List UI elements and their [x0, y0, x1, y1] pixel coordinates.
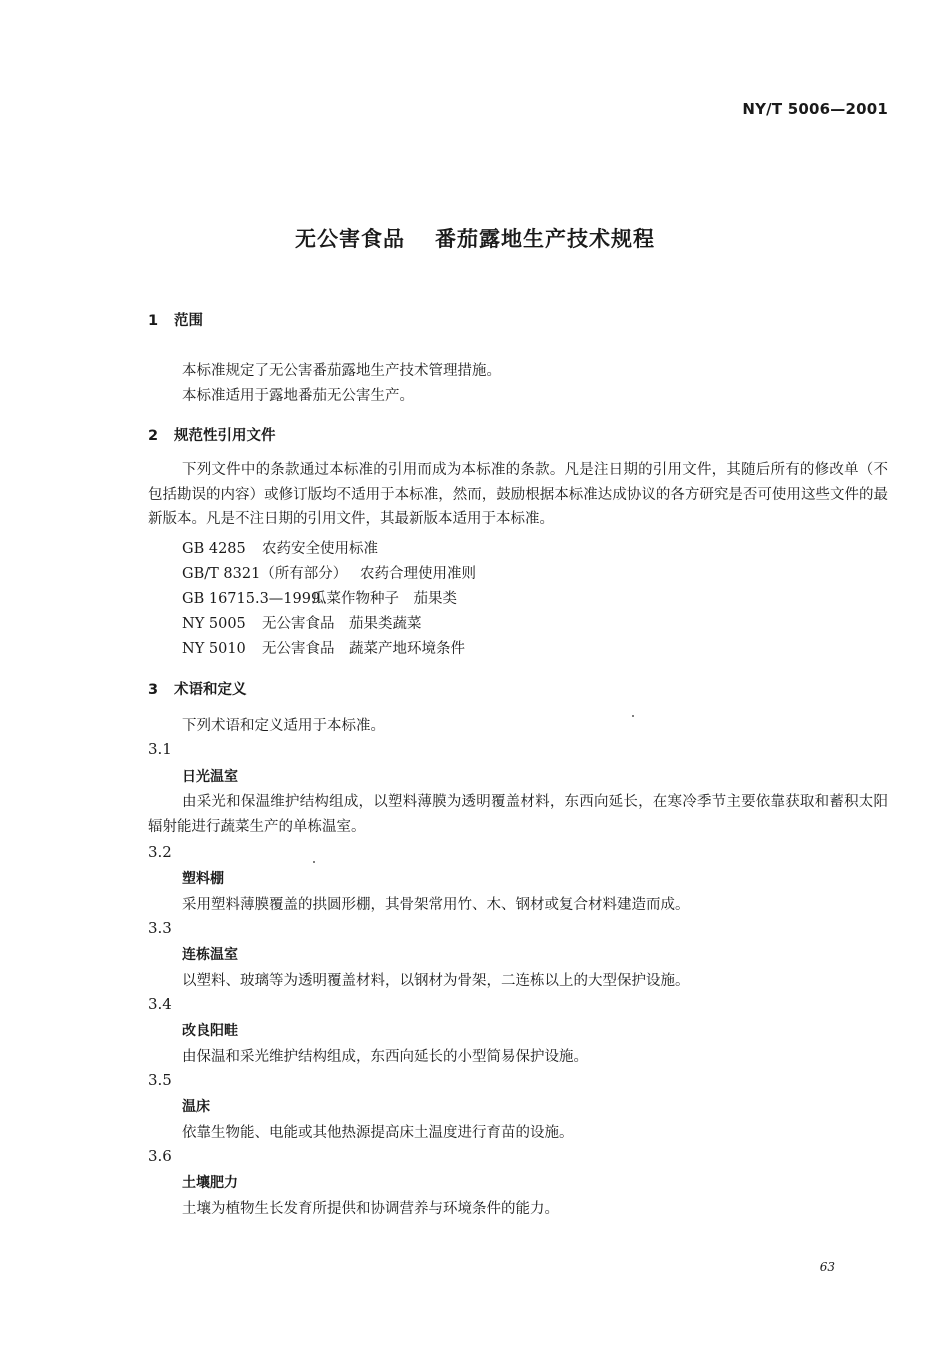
reference-item: [182, 562, 476, 583]
term-definition: 土壤为植物生长发育所提供和协调营养与环境条件的能力。: [182, 1201, 559, 1217]
reference-item: [182, 612, 422, 633]
term-definition: 由保温和采光维护结构组成，东西向延长的小型简易保护设施。: [182, 1049, 588, 1065]
term-name: 日光温室: [182, 769, 238, 785]
section-number: 1: [148, 313, 159, 329]
section-1-paragraph-1: 本标准规定了无公害番茄露地生产技术管理措施。: [182, 363, 501, 379]
section-1-paragraph-2: 本标准适用于露地番茄无公害生产。: [182, 388, 414, 404]
document-title: [0, 223, 950, 253]
standard-code: NY/T 5006—2001: [742, 100, 888, 118]
reference-name: 瓜菜作物种子 茄果类: [312, 591, 457, 607]
reference-name: 无公害食品 蔬菜产地环境条件: [262, 641, 465, 657]
section-3-heading: [148, 678, 247, 699]
term-definition: 以塑料、玻璃等为透明覆盖材料，以钢材为骨架，二连栋以上的大型保护设施。: [182, 973, 690, 989]
term-name: 温床: [182, 1099, 210, 1115]
term-number: 3.3: [148, 919, 172, 937]
term-name: 改良阳畦: [182, 1023, 238, 1039]
section-number: 2: [148, 428, 159, 444]
reference-code: NY 5010: [182, 641, 246, 657]
term-number: 3.5: [148, 1071, 172, 1089]
section-2-heading: [148, 424, 276, 445]
page-number: 63: [819, 1260, 835, 1274]
term-name: 塑料棚: [182, 871, 224, 887]
section-1-heading: [148, 309, 203, 330]
reference-name: 无公害食品 茄果类蔬菜: [262, 616, 422, 632]
title-part-2: 番茄露地生产技术规程: [435, 227, 655, 251]
reference-code: GB 16715.3—1999: [182, 591, 321, 607]
term-name: 连栋温室: [182, 947, 238, 963]
reference-name: 农药安全使用标准: [262, 541, 378, 557]
term-definition: 依靠生物能、电能或其他热源提高床土温度进行育苗的设施。: [182, 1125, 574, 1141]
scan-speck: [313, 861, 315, 863]
reference-code: NY 5005: [182, 616, 246, 632]
term-number: 3.2: [148, 843, 172, 861]
term-number: 3.4: [148, 995, 172, 1013]
section-title: 术语和定义: [174, 682, 247, 698]
term-number: 3.6: [148, 1147, 172, 1165]
section-3-intro: 下列术语和定义适用于本标准。: [182, 718, 385, 734]
title-part-1: 无公害食品: [295, 227, 405, 251]
term-definition: 由采光和保温维护结构组成，以塑料薄膜为透明覆盖材料，东西向延长，在寒冷季节主要依靠获取和蓄积太阳辐射能进行蔬菜生产的单栋温室。: [148, 794, 888, 835]
term-definition: 采用塑料薄膜覆盖的拱圆形棚，其骨架常用竹、木、钢材或复合材料建造而成。: [182, 897, 690, 913]
reference-code: GB/T 8321（所有部分）: [182, 566, 348, 582]
reference-item: [182, 637, 465, 658]
term-number: 3.1: [148, 740, 172, 758]
section-title: 规范性引用文件: [174, 428, 276, 444]
reference-item: [182, 587, 457, 608]
section-2-intro: 下列文件中的条款通过本标准的引用而成为本标准的条款。凡是注日期的引用文件，其随后所有的修改单（不包括勘误的内容）或修订版均不适用于本标准，然而，鼓励根据本标准达成协议的各方研究是否可使用这些文件的最新版本。凡是不注日期的引用文件，其最新版本适用于本标准。: [148, 462, 888, 527]
reference-item: [182, 537, 378, 558]
section-number: 3: [148, 682, 159, 698]
reference-code: GB 4285: [182, 541, 246, 557]
reference-name: 农药合理使用准则: [360, 566, 476, 582]
section-title: 范围: [174, 313, 203, 329]
term-name: 土壤肥力: [182, 1175, 238, 1191]
scan-speck: [632, 715, 634, 717]
